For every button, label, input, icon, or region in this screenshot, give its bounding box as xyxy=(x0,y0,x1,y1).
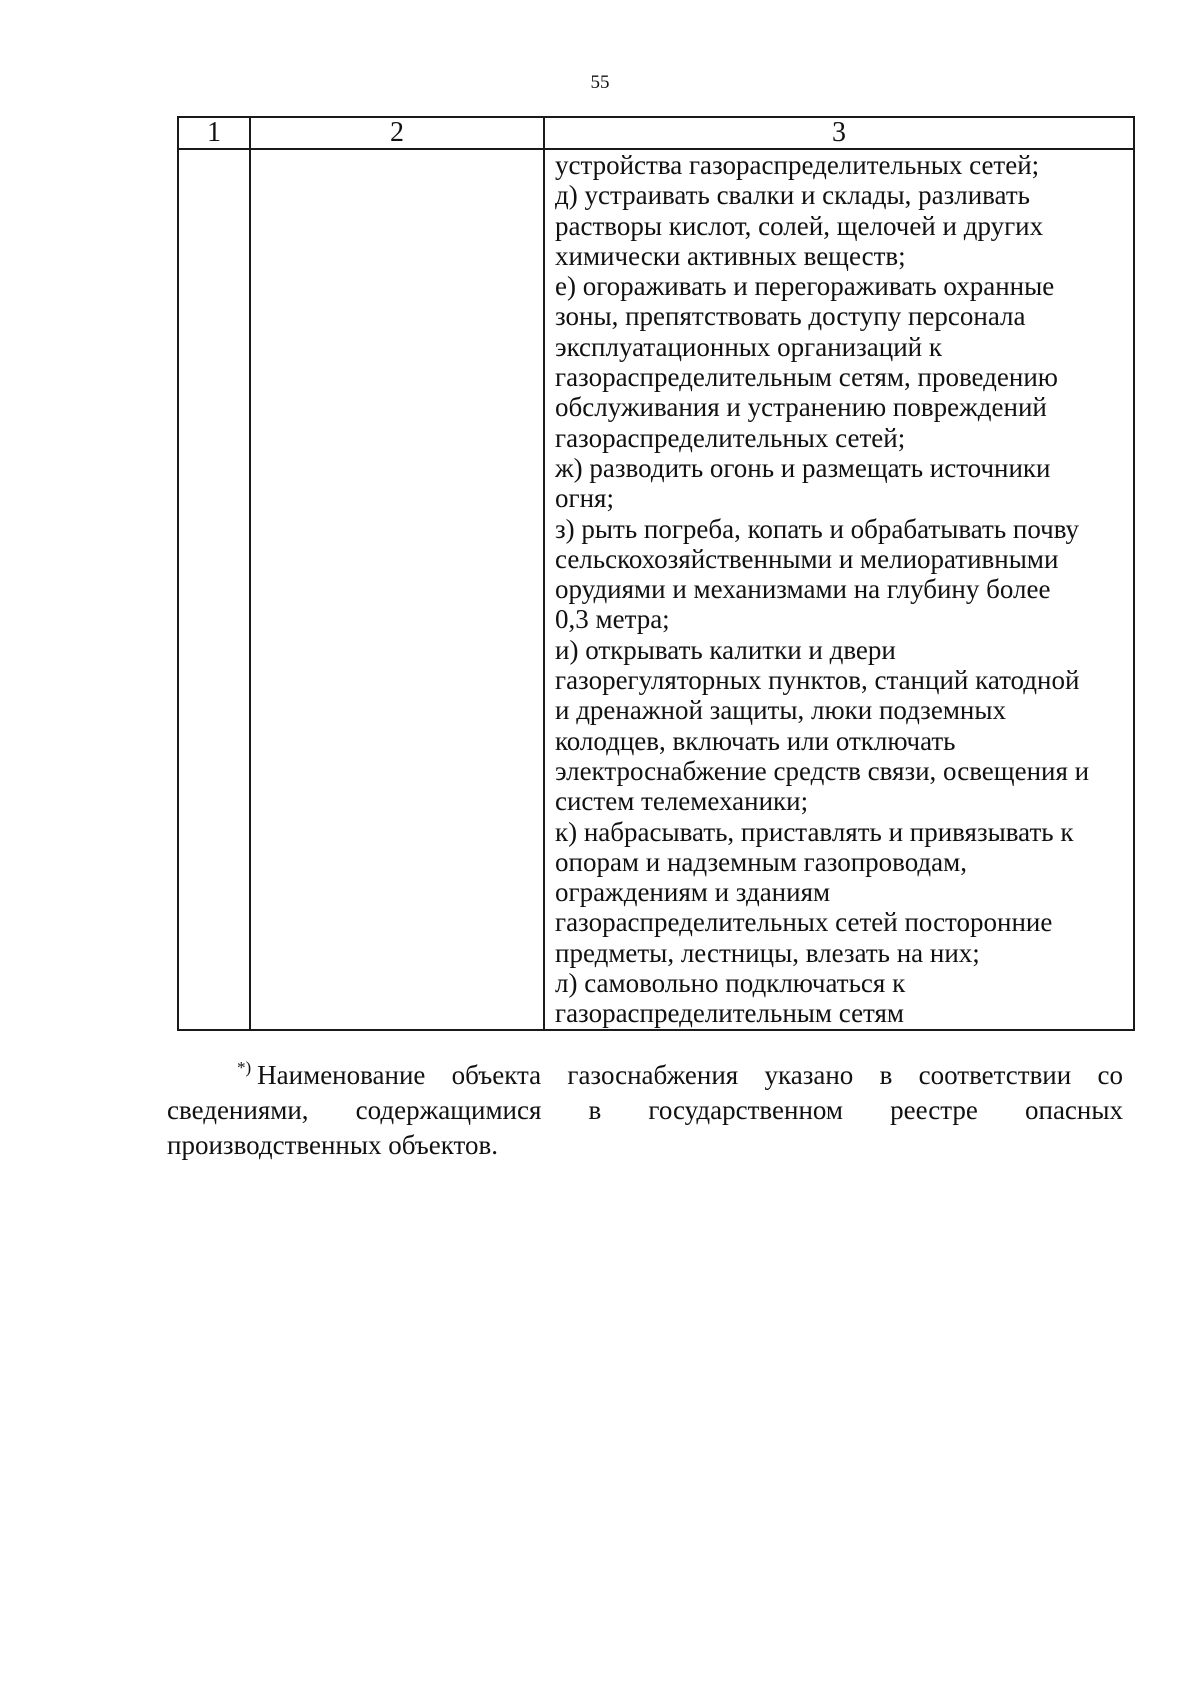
text-line: сельскохозяйственными и мелиоративными xyxy=(555,543,1059,574)
text-line: е) огораживать и перегораживать охранные xyxy=(555,271,1055,302)
text-line: газораспределительных сетей посторонние xyxy=(555,907,1053,938)
page-number: 55 xyxy=(590,72,610,93)
footnote-line: сведениями, содержащимися в государственном реестре опасных xyxy=(167,1095,1123,1125)
column-header-2: 2 xyxy=(250,117,544,149)
text-line: газораспределительных сетей; xyxy=(555,422,906,453)
text-line: предметы, лестницы, влезать на них; xyxy=(555,937,980,968)
text-line: электроснабжение средств связи, освещения и xyxy=(555,755,1090,786)
text-line: огня; xyxy=(555,483,614,514)
table-cell-col3 xyxy=(544,149,1134,1030)
text-line: д) устраивать свалки и склады, разливать xyxy=(555,180,1030,211)
table-row xyxy=(178,149,1134,1030)
text-line: орудиями и механизмами на глубину более xyxy=(555,574,1051,605)
text-line: з) рыть погреба, копать и обрабатывать почву xyxy=(555,513,1080,544)
text-line: систем телемеханики; xyxy=(555,786,809,817)
text-line: 0,3 метра; xyxy=(555,604,670,635)
text-line: растворы кислот, солей, щелочей и других xyxy=(555,210,1044,241)
text-line: и) открывать калитки и двери xyxy=(555,634,896,665)
table-header-row xyxy=(178,117,1134,149)
text-line: устройства газораспределительных сетей; xyxy=(555,150,1040,180)
text-line: к) набрасывать, приставлять и привязывать к xyxy=(555,816,1074,847)
text-line: газораспределительным сетям, проведению xyxy=(555,362,1058,393)
text-line: зоны, препятствовать доступу персонала xyxy=(555,301,1026,332)
text-line: химически активных веществ; xyxy=(555,240,906,271)
text-line: и дренажной защиты, люки подземных xyxy=(555,695,1007,726)
table-cell-col1 xyxy=(178,149,250,1030)
table-cell-col2 xyxy=(250,149,544,1030)
text-line: эксплуатационных организаций к xyxy=(555,331,942,362)
text-line: опорам и надземным газопроводам, xyxy=(555,846,967,877)
footnote xyxy=(167,1058,1123,1163)
content-table xyxy=(177,116,1135,1031)
text-line: газораспределительным сетям xyxy=(555,998,904,1029)
footnote-line xyxy=(167,1058,1123,1093)
footnote-text: Наименование объекта газоснабжения указано в соответствии со xyxy=(257,1060,1123,1090)
text-line: л) самовольно подключаться к xyxy=(555,968,906,999)
column-header-1: 1 xyxy=(178,117,250,149)
column-header-3: 3 xyxy=(544,117,1134,149)
text-line: газорегуляторных пунктов, станций катодной xyxy=(555,665,1080,696)
text-line: колодцев, включать или отключать xyxy=(555,725,956,756)
text-line: обслуживания и устранению повреждений xyxy=(555,392,1047,423)
footnote-line: производственных объектов. xyxy=(167,1130,498,1160)
footnote-marker: *) xyxy=(237,1058,252,1077)
text-line: ж) разводить огонь и размещать источники xyxy=(555,452,1051,483)
text-line: ограждениям и зданиям xyxy=(555,877,831,908)
